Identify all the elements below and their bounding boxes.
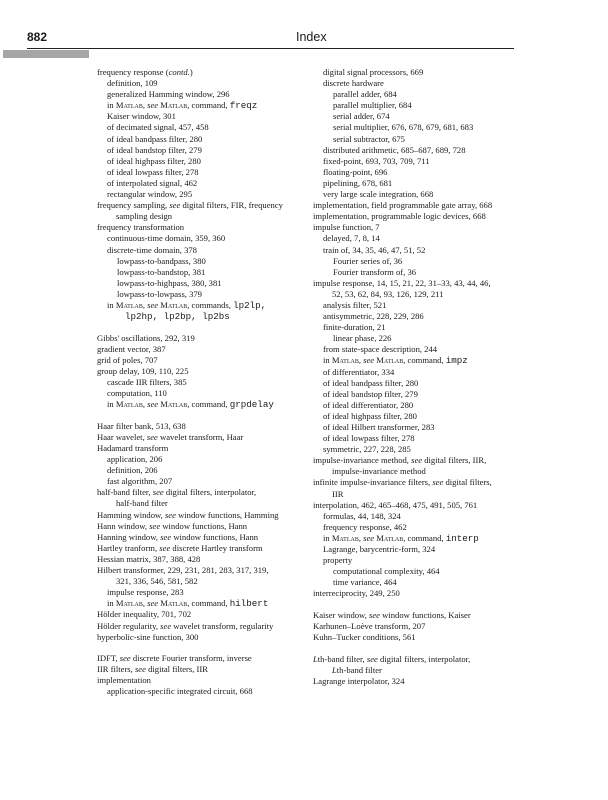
index-entry: Hamming window, see window functions, Hamming <box>97 509 279 520</box>
index-subentry: delayed, 7, 8, 14 <box>323 233 380 244</box>
index-subentry: definition, 109 <box>107 78 158 89</box>
index-entry: Hölder regularity, see wavelet transform, regularity <box>97 620 274 631</box>
index-subentry-continuation: lp2hp, lp2bp, lp2bs <box>125 311 230 323</box>
index-subentry: of interpolated signal, 462 <box>107 177 198 188</box>
index-subsubentry: serial subtractor, 675 <box>333 133 405 144</box>
index-entry: implementation <box>97 675 151 686</box>
index-column-left <box>97 67 307 698</box>
index-subentry: of ideal bandpass filter, 280 <box>107 133 203 144</box>
index-subentry: of ideal bandstop filter, 279 <box>107 144 202 155</box>
index-subsubentry: parallel multiplier, 684 <box>333 100 412 111</box>
index-subentry: finite-duration, 21 <box>323 322 386 333</box>
index-entry-continuation: half-band filter <box>116 498 168 509</box>
index-subentry: frequency response, 462 <box>323 521 407 532</box>
index-subsubentry: Fourier series of, 36 <box>333 255 403 266</box>
index-subsubentry: lowpass-to-highpass, 380, 381 <box>117 277 222 288</box>
index-subentry: in Matlab, see Matlab, command, impz <box>323 355 468 367</box>
letter-group-gap <box>313 600 525 611</box>
index-subentry: impulse response, 283 <box>107 587 184 598</box>
index-subentry: continuous-time domain, 359, 360 <box>107 233 226 244</box>
index-subsubentry: time variance, 464 <box>333 577 397 588</box>
index-subentry: of ideal highpass filter, 280 <box>323 410 417 421</box>
index-entry: impulse-invariance method, see digital filters, IIR, <box>313 455 487 466</box>
index-entry: interpolation, 462, 465–468, 475, 491, 505, 761 <box>313 499 478 510</box>
index-subsubentry: linear phase, 226 <box>333 333 392 344</box>
running-title: Index <box>296 30 327 44</box>
index-entry: frequency transformation <box>97 222 185 233</box>
index-subsubentry: Fourier transform of, 36 <box>333 266 417 277</box>
index-entry: Hilbert transformer, 229, 231, 281, 283, 317, 319, <box>97 565 269 576</box>
letter-group-gap <box>97 410 307 421</box>
index-entry: Hessian matrix, 387, 388, 428 <box>97 553 201 564</box>
index-subsubentry: lowpass-to-bandpass, 380 <box>117 255 206 266</box>
index-subentry: Lagrange, barycentric-form, 324 <box>323 544 436 555</box>
index-subentry: application, 206 <box>107 454 163 465</box>
index-subsubentry: lowpass-to-bandstop, 381 <box>117 266 206 277</box>
index-subentry: pipelining, 678, 681 <box>323 177 393 188</box>
index-entry: Lagrange interpolator, 324 <box>313 675 405 686</box>
index-entry: Kaiser window, see window functions, Kaiser <box>313 610 471 620</box>
index-subentry: of ideal lowpass filter, 278 <box>107 166 199 177</box>
index-subsubentry: lowpass-to-lowpass, 379 <box>117 288 202 299</box>
index-subentry: of ideal Hilbert transformer, 283 <box>323 422 435 432</box>
index-subentry: cascade IIR filters, 385 <box>107 377 187 388</box>
index-entry: IIR filters, see digital filters, IIR <box>97 664 208 675</box>
index-subentry: discrete hardware <box>323 78 384 89</box>
index-entry: Hadamard transform <box>97 443 169 453</box>
letter-group-gap <box>97 643 307 654</box>
index-entry: frequency sampling, see digital filters, FIR, frequency <box>97 200 283 211</box>
index-entry: Haar filter bank, 513, 638 <box>97 420 186 431</box>
index-entry: group delay, 109, 110, 225 <box>97 365 189 376</box>
index-subentry: Kaiser window, 301 <box>107 111 176 122</box>
index-entry-continuation: impulse-invariance method <box>332 466 426 477</box>
index-subentry: in Matlab, see Matlab, command, grpdelay <box>107 399 274 411</box>
index-subentry: of ideal lowpass filter, 278 <box>323 433 415 444</box>
index-entry: impulse response, 14, 15, 21, 22, 31–33, 43, 44, 46, <box>313 277 491 288</box>
index-subentry: of ideal bandstop filter, 279 <box>323 388 418 399</box>
index-entry: Haar wavelet, see wavelet transform, Haar <box>97 431 244 442</box>
index-entry-continuation: IIR <box>332 488 344 499</box>
index-subentry: digital signal processors, 669 <box>323 67 424 77</box>
index-subsubentry: computational complexity, 464 <box>333 566 440 577</box>
index-entry: Hartley tranform, see discrete Hartley transform <box>97 542 263 553</box>
index-entry: implementation, programmable logic devices, 668 <box>313 211 486 222</box>
index-subentry: formulas, 44, 148, 324 <box>323 510 401 521</box>
index-subentry: in Matlab, see Matlab, command, freqz <box>107 100 258 112</box>
index-subentry: from state-space description, 244 <box>323 344 438 355</box>
index-subsubentry: parallel adder, 684 <box>333 89 397 100</box>
index-subentry: in Matlab, see Matlab, commands, lp2lp, <box>107 299 267 311</box>
index-entry: implementation, field programmable gate array, 668 <box>313 200 493 211</box>
index-subentry: property <box>323 555 353 566</box>
index-entry: infinite impulse-invariance filters, see digital filters, <box>313 477 492 488</box>
index-subentry: symmetric, 227, 228, 285 <box>323 444 411 455</box>
index-subentry: floating-point, 696 <box>323 166 388 177</box>
index-entry: Lth-band filter, see digital filters, interpolator, <box>313 653 471 664</box>
index-subsubentry: serial adder, 674 <box>333 111 390 122</box>
index-entry: Karhunen–Loève transform, 207 <box>313 621 426 632</box>
index-entry: Hanning window, see window functions, Hann <box>97 531 259 542</box>
index-entry: impulse function, 7 <box>313 222 380 233</box>
index-subentry: in Matlab, see Matlab, command, interp <box>323 532 479 544</box>
index-subentry: distributed arithmetic, 685–687, 689, 728 <box>323 144 466 155</box>
index-subentry: discrete-time domain, 378 <box>107 244 197 255</box>
index-entry-continuation: 52, 53, 62, 84, 93, 126, 129, 211 <box>332 288 444 299</box>
index-subentry: train of, 34, 35, 46, 47, 51, 52 <box>323 244 426 255</box>
letter-group-gap <box>313 643 525 654</box>
index-column-right <box>313 67 525 687</box>
index-subentry: in Matlab, see Matlab, command, hilbert <box>107 598 269 610</box>
index-entry-continuation: sampling design <box>116 211 173 222</box>
index-entry: gradient vector, 387 <box>97 343 166 354</box>
index-entry: half-band filter, see digital filters, interpolator, <box>97 487 257 498</box>
index-subentry: definition, 206 <box>107 465 158 476</box>
index-subentry: very large scale integration, 668 <box>323 189 434 200</box>
header-rule <box>27 48 514 49</box>
index-subsubentry: serial multiplier, 676, 678, 679, 681, 683 <box>333 122 474 133</box>
index-subentry: of differentiator, 334 <box>323 366 395 377</box>
page-number: 882 <box>27 30 48 44</box>
index-entry: Kuhn–Tucker conditions, 561 <box>313 632 416 643</box>
index-entry: Hölder inequality, 701, 702 <box>97 609 192 620</box>
index-subentry: fast algorithm, 207 <box>107 476 173 487</box>
index-subentry: rectangular window, 295 <box>107 189 193 200</box>
header-tab-bar <box>3 50 89 58</box>
index-subentry: of ideal highpass filter, 280 <box>107 155 201 166</box>
index-entry: interreciprocity, 249, 250 <box>313 588 400 599</box>
index-entry-continuation: Lth-band filter <box>332 664 382 675</box>
index-subentry: analysis filter, 521 <box>323 299 387 310</box>
index-entry: grid of poles, 707 <box>97 354 158 365</box>
index-entry-continuation: 321, 336, 546, 581, 582 <box>116 576 198 587</box>
index-entry: Gibbs' oscillations, 292, 319 <box>97 332 195 343</box>
index-subentry: of ideal differentiator, 280 <box>323 399 414 410</box>
index-entry: frequency response (contd.) <box>97 67 193 77</box>
index-subentry: generalized Hamming window, 296 <box>107 89 230 100</box>
index-entry: hyperbolic-sine function, 300 <box>97 631 199 642</box>
index-subentry: computation, 110 <box>107 388 167 399</box>
running-header <box>0 0 608 60</box>
index-entry: IDFT, see discrete Fourier transform, inverse <box>97 653 252 664</box>
index-subentry: antisymmetric, 228, 229, 286 <box>323 311 424 322</box>
index-subentry: of ideal bandpass filter, 280 <box>323 377 419 388</box>
index-entry: Hann window, see window functions, Hann <box>97 520 248 531</box>
index-subentry: fixed-point, 693, 703, 709, 711 <box>323 155 430 166</box>
index-subentry: application-specific integrated circuit, 668 <box>107 686 253 697</box>
index-subentry: of decimated signal, 457, 458 <box>107 122 209 133</box>
letter-group-gap <box>97 322 307 333</box>
